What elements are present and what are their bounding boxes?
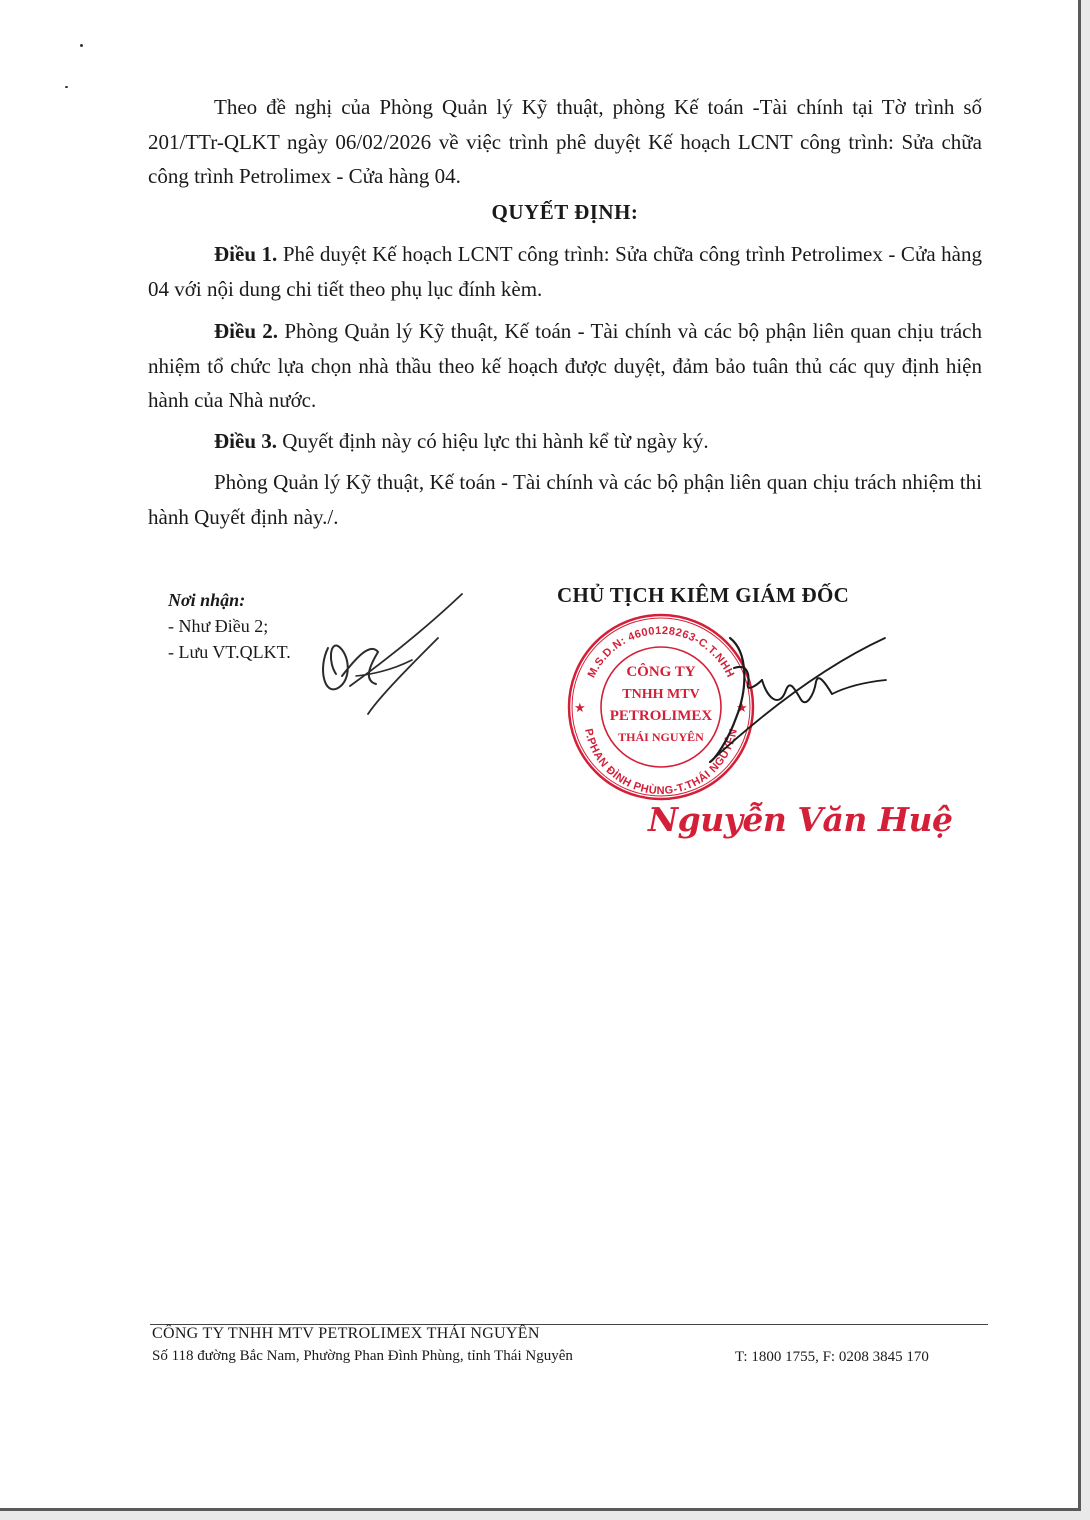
article-2-label: Điều 2.: [214, 319, 279, 343]
recipient-item: - Như Điều 2;: [168, 616, 269, 636]
signer-title: CHỦ TỊCH KIÊM GIÁM ĐỐC: [557, 583, 850, 607]
article-3-text: Quyết định này có hiệu lực thi hành kể từ ngày ký.: [282, 429, 709, 453]
seal-star-icon: ★: [736, 700, 748, 715]
seal-line-4: THÁI NGUYÊN: [618, 730, 704, 744]
scan-speck: [65, 86, 68, 88]
footer-company: CÔNG TY TNHH MTV PETROLIMEX THÁI NGUYÊN: [152, 1325, 540, 1342]
article-3-label: Điều 3.: [214, 429, 277, 453]
seal-outer-top-text: M.S.D.N: 4600128263-C.T.NHH: [585, 624, 737, 680]
director-signature: [690, 628, 900, 768]
closing-paragraph: Phòng Quản lý Kỹ thuật, Kế toán - Tài chính và các bộ phận liên quan chịu trách nhiệm thi hành Quyết định này./.: [148, 470, 982, 529]
seal-line-2: TNHH MTV: [622, 687, 700, 702]
seal-star-icon: ★: [574, 700, 586, 715]
article-1-text: Phê duyệt Kế hoạch LCNT công trình: Sửa chữa công trình Petrolimex - Cửa hàng 04 với nội dung chi tiết theo phụ lục đính kèm.: [148, 242, 983, 301]
article-2: [148, 314, 982, 418]
decision-heading: QUYẾT ĐỊNH:: [491, 200, 639, 224]
article-3: [148, 424, 982, 459]
signer-name: Nguyễn Văn Huệ: [648, 800, 953, 839]
seal-line-1: CÔNG TY: [626, 664, 696, 680]
recipients-block: [168, 587, 291, 665]
article-1-label: Điều 1.: [214, 242, 278, 266]
footer-phone: T: 1800 1755, F: 0208 3845 170: [735, 1349, 929, 1365]
article-1: [148, 237, 982, 306]
initial-signature: [316, 588, 476, 718]
recipient-item: - Lưu VT.QLKT.: [168, 642, 291, 662]
scan-speck: [80, 44, 83, 47]
recipients-title: Nơi nhận:: [168, 590, 246, 610]
seal-line-3: PETROLIMEX: [609, 708, 713, 724]
seal-outer-bottom-text: P.PHAN ĐÌNH PHÙNG-T.THÁI NGUYÊN: [581, 727, 741, 798]
footer-address: Số 118 đường Bắc Nam, Phường Phan Đình Phùng, tỉnh Thái Nguyên: [152, 1348, 573, 1364]
intro-paragraph: Theo đề nghị của Phòng Quản lý Kỹ thuật, phòng Kế toán -Tài chính tại Tờ trình số 201/TTr-QLKT ngày 06/02/2026 về việc trình phê duyệt Kế hoạch LCNT công trình: Sửa chữa công trình Petrolimex - Cửa hàng 04.: [148, 95, 982, 188]
article-2-text: Phòng Quản lý Kỹ thuật, Kế toán - Tài chính và các bộ phận liên quan chịu trách nhiệm tổ chức lựa chọn nhà thầu theo kế hoạch được duyệt, đảm bảo tuân thủ các quy định hiện hành của Nhà nước.: [148, 319, 982, 412]
